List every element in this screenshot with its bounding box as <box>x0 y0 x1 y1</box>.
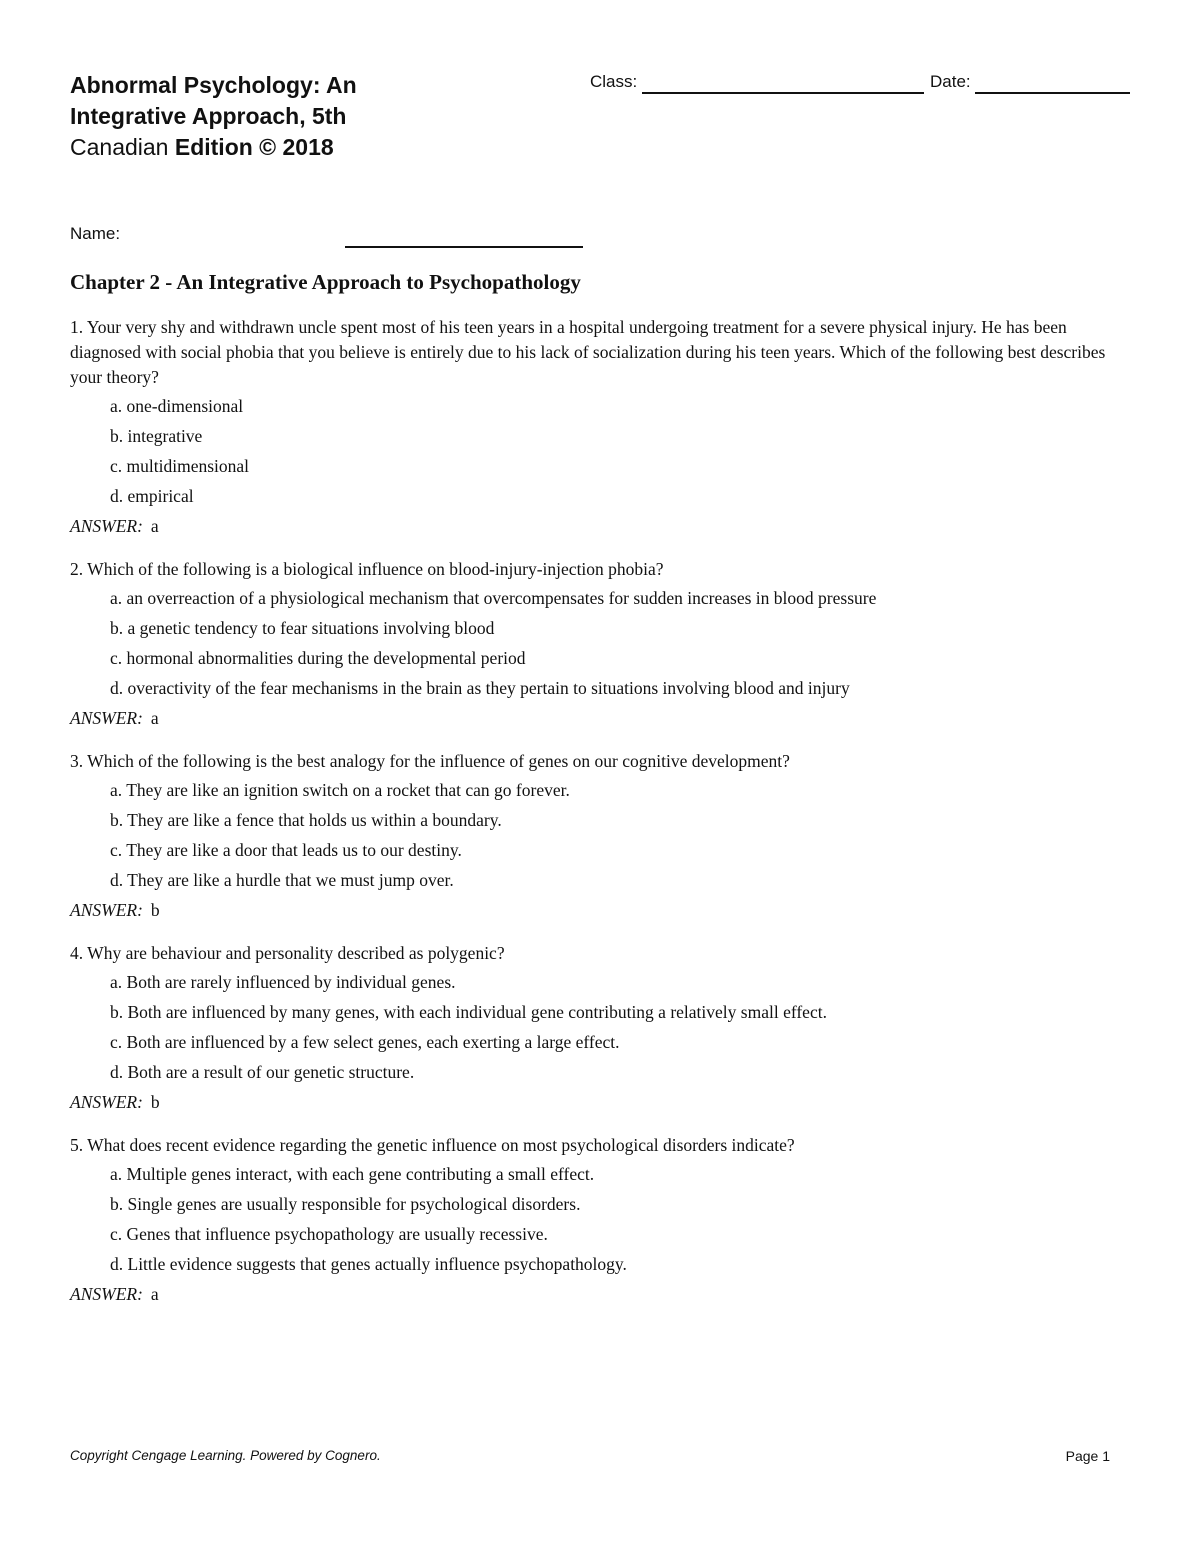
option-list <box>70 586 1130 700</box>
option-a: a. Multiple genes interact, with each gene contributing a small effect. <box>110 1164 595 1184</box>
option-d: d. Both are a result of our genetic structure. <box>110 1062 415 1082</box>
option-c: c. They are like a door that leads us to our destiny. <box>110 840 462 860</box>
name-field <box>70 224 590 248</box>
option-a: a. Both are rarely influenced by individual genes. <box>110 972 456 992</box>
answer-line <box>70 898 1130 922</box>
question-2 <box>70 557 1130 730</box>
answer-label: ANSWER: <box>70 516 143 536</box>
option-c: c. multidimensional <box>110 456 250 476</box>
answer-value: a <box>150 708 159 728</box>
book-title-regular-part: Canadian <box>70 134 175 160</box>
answer-label: ANSWER: <box>70 708 143 728</box>
answer-label: ANSWER: <box>70 900 143 920</box>
date-label: Date: <box>930 72 971 91</box>
option-b: b. Both are influenced by many genes, with each individual gene contributing a relatively small effect. <box>110 1002 827 1022</box>
option-c: c. Genes that influence psychopathology are usually recessive. <box>110 1224 548 1244</box>
option-a: a. an overreaction of a physiological mechanism that overcompensates for sudden increases in blood pressure <box>110 588 877 608</box>
option-b: b. a genetic tendency to fear situations involving blood <box>110 618 495 638</box>
answer-line <box>70 1090 1130 1114</box>
chapter-title: Chapter 2 - An Integrative Approach to Psychopathology <box>70 270 581 294</box>
option-a: a. They are like an ignition switch on a rocket that can go forever. <box>110 780 570 800</box>
option-b: b. They are like a fence that holds us within a boundary. <box>110 810 502 830</box>
answer-label: ANSWER: <box>70 1092 143 1112</box>
option-list <box>70 1162 1130 1276</box>
answer-value: b <box>150 1092 160 1112</box>
question-3 <box>70 749 1130 922</box>
answer-value: a <box>150 516 159 536</box>
book-title <box>70 70 370 163</box>
question-1 <box>70 315 1130 538</box>
option-d: d. Little evidence suggests that genes actually influence psychopathology. <box>110 1254 627 1274</box>
option-b: b. integrative <box>110 426 203 446</box>
option-d: d. They are like a hurdle that we must jump over. <box>110 870 454 890</box>
option-c: c. hormonal abnormalities during the developmental period <box>110 648 526 668</box>
option-c: c. Both are influenced by a few select genes, each exerting a large effect. <box>110 1032 620 1052</box>
answer-value: a <box>150 1284 159 1304</box>
page-number: Page 1 <box>1065 1448 1110 1464</box>
option-a: a. one-dimensional <box>110 396 244 416</box>
class-date-fields <box>590 72 1130 98</box>
date-blank-line <box>975 92 1130 94</box>
name-label: Name: <box>70 224 121 243</box>
option-b: b. Single genes are usually responsible for psychological disorders. <box>110 1194 581 1214</box>
copyright-notice: Copyright Cengage Learning. Powered by Cognero. <box>70 1448 381 1463</box>
option-list <box>70 778 1130 892</box>
class-blank-line <box>642 92 924 94</box>
answer-line <box>70 706 1130 730</box>
document-header <box>70 70 1130 250</box>
page-footer <box>70 1448 1110 1468</box>
answer-line <box>70 1282 1130 1306</box>
question-stem: 2. Which of the following is a biological influence on blood-injury-injection phobia? <box>70 559 664 579</box>
option-d: d. empirical <box>110 486 194 506</box>
question-stem: 1. Your very shy and withdrawn uncle spent most of his teen years in a hospital undergoing treatment for a severe physical injury. He has been diagnosed with social phobia that you believe is entirely due to his lack of socialization during his teen years. Which of the following best describes your theory? <box>70 317 1106 387</box>
question-list <box>70 315 1130 1325</box>
answer-label: ANSWER: <box>70 1284 143 1304</box>
question-stem: 3. Which of the following is the best analogy for the influence of genes on our cognitive development? <box>70 751 790 771</box>
answer-line <box>70 514 1130 538</box>
question-5 <box>70 1133 1130 1306</box>
option-d: d. overactivity of the fear mechanisms in the brain as they pertain to situations involving blood and injury <box>110 678 850 698</box>
answer-value: b <box>150 900 160 920</box>
option-list <box>70 394 1130 508</box>
option-list <box>70 970 1130 1084</box>
question-stem: 5. What does recent evidence regarding the genetic influence on most psychological disorders indicate? <box>70 1135 795 1155</box>
book-title-edition-part: Edition © 2018 <box>174 134 334 160</box>
question-4 <box>70 941 1130 1114</box>
question-stem: 4. Why are behaviour and personality described as polygenic? <box>70 943 505 963</box>
class-label: Class: <box>590 72 638 91</box>
book-title-bold-part: Abnormal Psychology: An Integrative Approach, 5th <box>70 72 357 129</box>
name-blank-line <box>345 246 583 248</box>
